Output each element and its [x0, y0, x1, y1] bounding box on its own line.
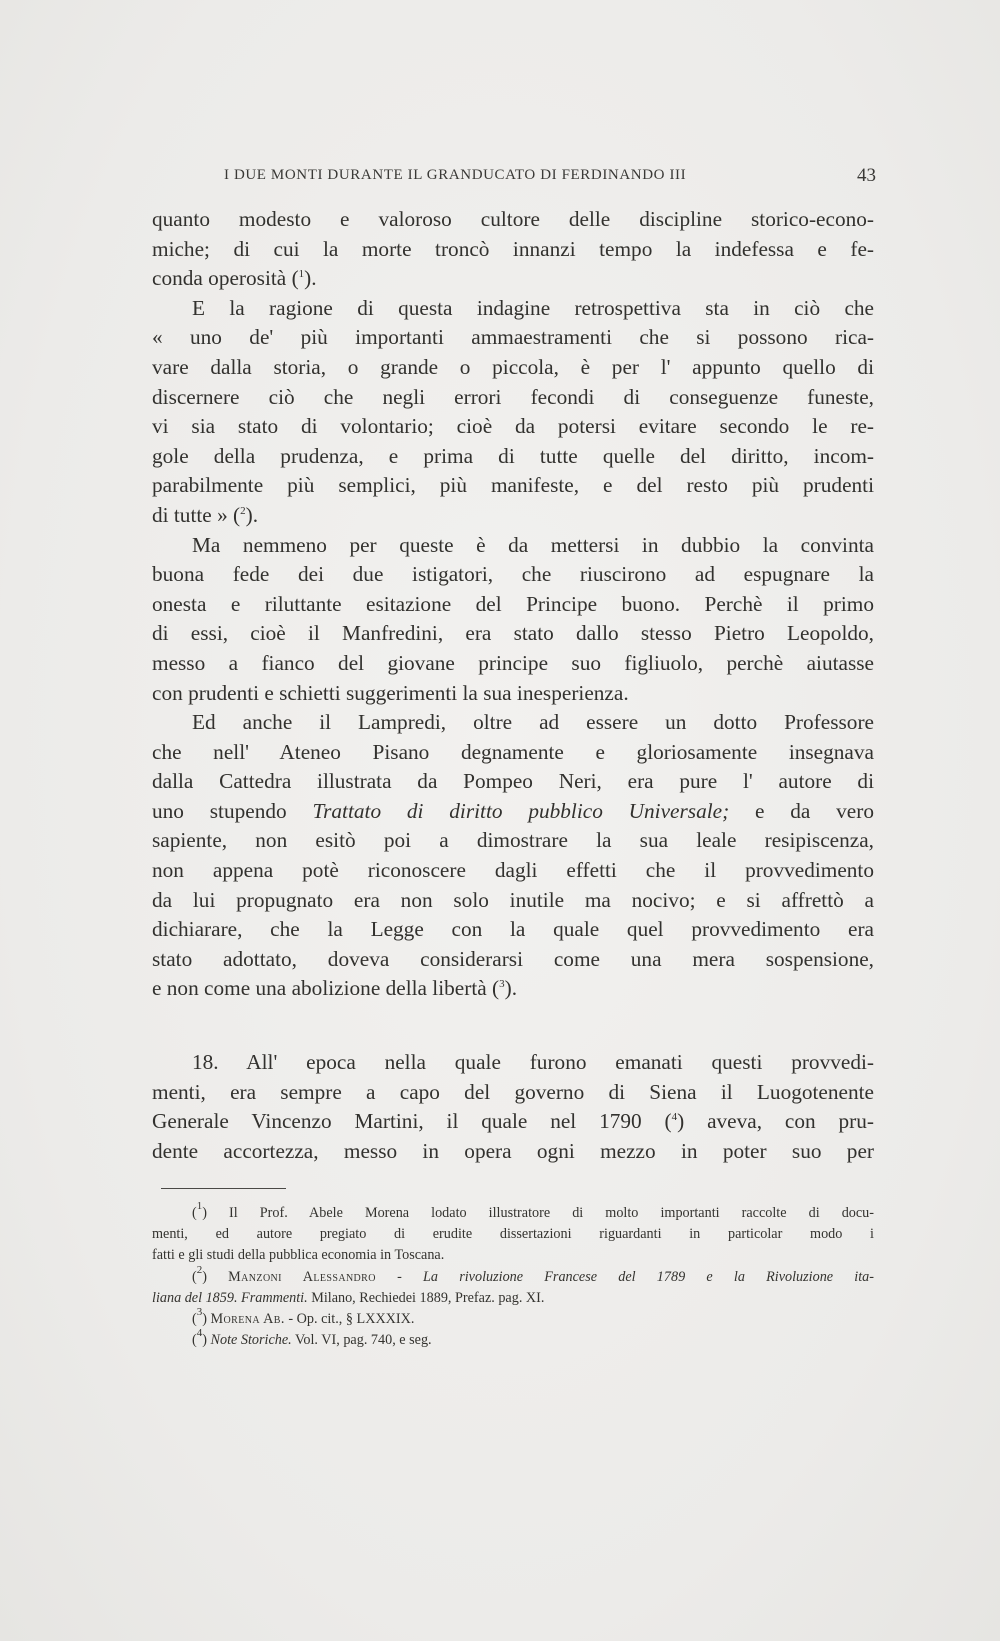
- text-line: menti, era sempre a capo del governo di Siena il Luogotenente: [152, 1079, 874, 1104]
- footnote-mark: 1: [196, 1200, 203, 1212]
- text-span: di tutte » (: [152, 502, 241, 527]
- text-line: di essi, cioè il Manfredini, era stato dallo stesso Pietro Leopoldo,: [152, 621, 874, 646]
- text-line: buona fede dei due istigatori, che riuscirono ad espugnare la: [152, 562, 874, 587]
- page-number: 43: [857, 165, 876, 186]
- text-span: ) aveva, con pru-: [677, 1109, 874, 1134]
- text-line: [152, 264, 874, 294]
- footnote-4: ($^4$) Note Storiche. Vol. VI, pag. 740, e seg.: [192, 1327, 432, 1349]
- footnote-author: Morena Ab.: [210, 1310, 285, 1327]
- text-line: dalla Cattedra illustrata da Pompeo Neri, era pure l' autore di: [152, 769, 874, 794]
- footnote-text: Vol. VI, pag. 740, e seg.: [291, 1332, 432, 1349]
- text-line: vare dalla storia, o grande o piccola, è per l' appunto quello di: [152, 354, 874, 379]
- footnote-line: fatti e gli studi della pubblica economia in Toscana.: [152, 1247, 445, 1264]
- text-line: E la ragione di questa indagine retrospettiva sta in ciò che: [192, 295, 874, 320]
- footnote-text: Milano, Rechiedei 1889, Prefaz. pag. XI.: [307, 1289, 545, 1306]
- footnote-3: ($^3$) Morena Ab. - Op. cit., § LXXXIX.: [192, 1305, 415, 1327]
- footnote-1: ($^1$) Il Prof. Abele Morena lodato illustratore di molto importanti raccolte di docu-: [192, 1200, 874, 1221]
- text-span: e da vero: [729, 798, 874, 823]
- footnote-ref: 2: [240, 504, 246, 517]
- text-line: Ed anche il Lampredi, oltre ad essere un dotto Professore: [192, 710, 874, 735]
- text-line: miche; di cui la morte troncò innanzi tempo la indefessa e fe-: [152, 236, 874, 261]
- footnote-title: Note Storiche.: [210, 1332, 292, 1349]
- text-line: 18. All' epoca nella quale furono emanati questi provvedi-: [192, 1050, 874, 1075]
- footnote-mark: 2: [196, 1263, 203, 1276]
- text-line: che nell' Ateneo Pisano degnamente e gloriosamente insegnava: [152, 739, 874, 764]
- text-line: non appena potè riconoscere dagli effetti che il provvedimento: [152, 858, 874, 883]
- text-line: [152, 501, 874, 531]
- footnote-text: - Op. cit., § LXXXIX.: [284, 1310, 415, 1327]
- text-line: vi sia stato di volontario; cioè da potersi evitare secondo le re-: [152, 414, 874, 439]
- book-title: Trattato di diritto pubblico Universale;: [312, 798, 730, 823]
- text-line: stato adottato, doveva considerarsi come una mera sospensione,: [152, 946, 874, 971]
- text-span: e non come una abolizione della libertà (: [152, 976, 500, 1001]
- footnote-rule: [161, 1188, 286, 1189]
- text-span: Generale Vincenzo Martini, il quale nel 1790 (: [152, 1109, 672, 1134]
- text-line: Ma nemmeno per queste è da mettersi in dubbio la convinta: [192, 532, 874, 557]
- footnote-ref: 3: [499, 978, 505, 991]
- footnote-title: liana del 1859. Frammenti.: [152, 1289, 308, 1306]
- text-line: « uno de' più importanti ammaestramenti che si possono rica-: [152, 325, 874, 350]
- text-line: messo a fianco del giovane principe suo figliuolo, perchè aiutasse: [152, 650, 874, 675]
- footnote-line: menti, ed autore pregiato di erudite dissertazioni riguardanti in particolar modo i: [152, 1226, 874, 1243]
- text-line: quanto modesto e valoroso cultore delle discipline storico-econo-: [152, 207, 874, 231]
- text-line: dichiarare, che la Legge con la quale quel provvedimento era: [152, 917, 874, 942]
- section-gap: [152, 1004, 874, 1048]
- text-span: ).: [504, 976, 518, 1001]
- text-line: discernere ciò che negli errori fecondi di conseguenze funeste,: [152, 384, 874, 409]
- text-line: con prudenti e schietti suggerimenti la sua inesperienza.: [152, 680, 629, 705]
- footnote-line: [152, 1288, 874, 1309]
- text-line: onesta e riluttante esitazione del Principe buono. Perchè il primo: [152, 591, 874, 616]
- running-head: I DUE MONTI DURANTE IL GRANDUCATO DI FERDINANDO III: [224, 167, 687, 183]
- text-span: ).: [245, 502, 259, 527]
- text-line: dente accortezza, messo in opera ogni mezzo in poter suo per: [152, 1138, 874, 1163]
- text-line: da lui propugnato era non solo inutile ma nocivo; e si affrettò a: [152, 887, 874, 912]
- footnote-title: La rivoluzione Francese del 1789 e la Rivoluzione ita-: [423, 1268, 874, 1285]
- text-line: [152, 797, 874, 827]
- footnote-mark: 4: [196, 1327, 203, 1340]
- footnote-mark: 3: [196, 1305, 203, 1318]
- text-span: uno stupendo: [152, 798, 313, 823]
- footnote-author: Manzoni Alessandro: [228, 1268, 376, 1285]
- text-line: parabilmente più semplici, più manifeste, e del resto più prudenti: [152, 473, 874, 498]
- text-span: ).: [304, 266, 317, 291]
- footnote-2: ($^2$) Manzoni Alessandro - La rivoluzione Francese del 1789 e la Rivoluzione ita-: [192, 1263, 874, 1285]
- text-line: sapiente, non esitò poi a dimostrare la sua leale resipiscenza,: [152, 828, 874, 853]
- text-line: [152, 974, 874, 1004]
- footnote-ref: 4: [671, 1111, 678, 1124]
- footnotes: [152, 1200, 874, 1351]
- text-span: conda operosità (: [152, 266, 299, 291]
- body-text: [152, 205, 874, 1166]
- footnote-ref: 1: [298, 268, 305, 281]
- text-line: [152, 1107, 874, 1137]
- footnote-text: -: [375, 1268, 424, 1285]
- text-line: gole della prudenza, e prima di tutte quelle del diritto, incom-: [152, 443, 874, 468]
- page-header: [152, 165, 878, 189]
- footnote-text: ) Il Prof. Abele Morena lodato illustratore di molto importanti raccolte di docu-: [202, 1205, 874, 1221]
